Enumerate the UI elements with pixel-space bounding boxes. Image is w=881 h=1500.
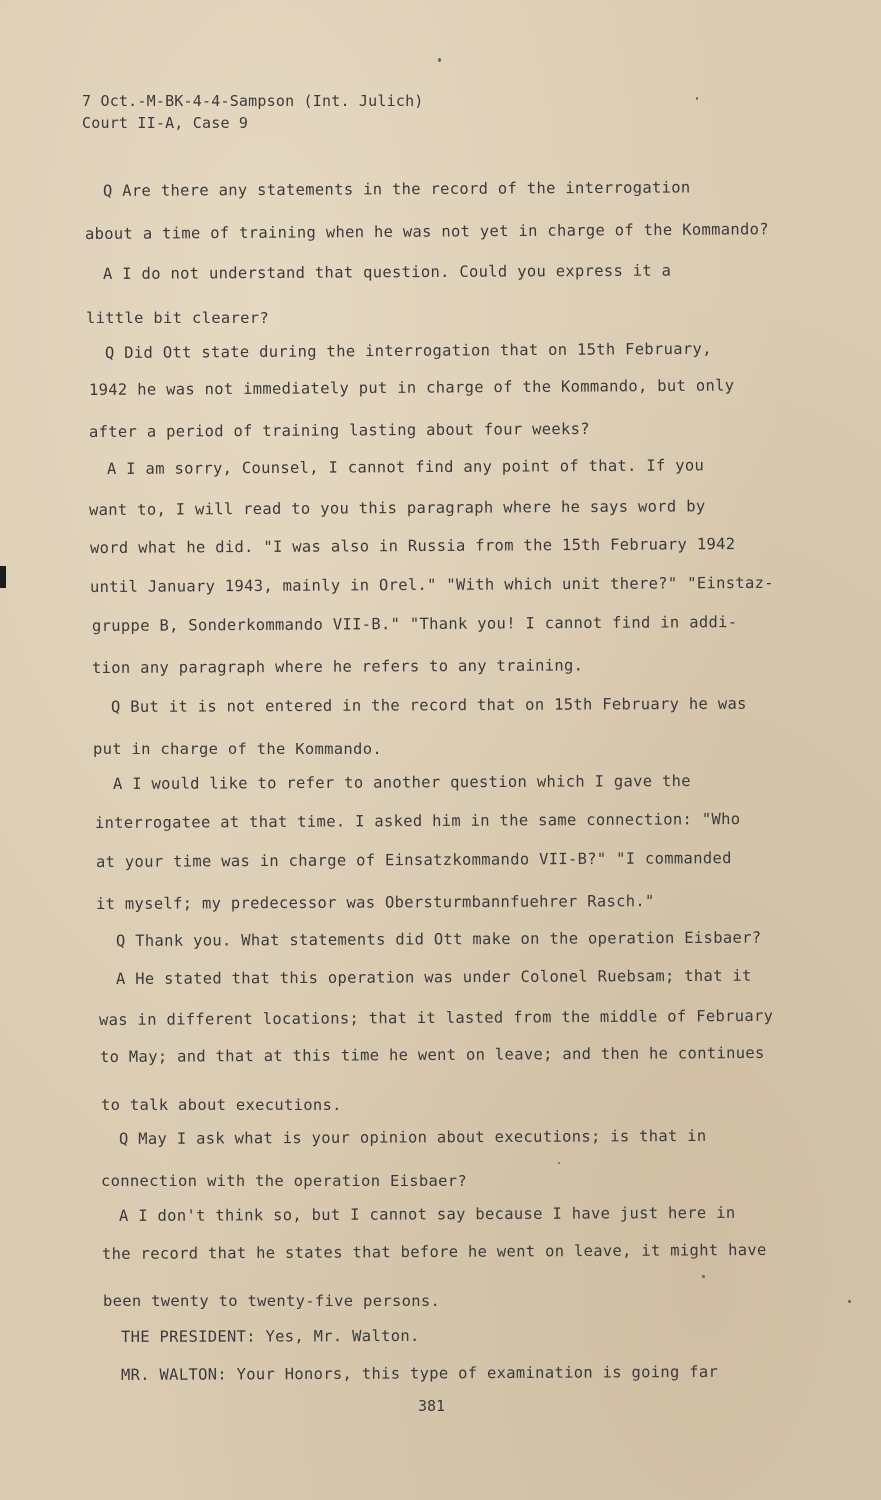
text-line: want to, I will read to you this paragraph where he says word by: [88, 497, 706, 519]
paper-speck: [848, 1300, 851, 1303]
text-line: until January 1943, mainly in Orel." "With which unit there?" "Einstaz-: [89, 573, 774, 596]
text-line: been twenty to twenty-five persons.: [103, 1292, 441, 1310]
text-line: 1942 he was not immediately put in charge of the Kommando, but only: [88, 376, 735, 399]
text-line: A He stated that this operation was under Colonel Ruebsam; that it: [115, 966, 752, 988]
text-line: about a time of training when he was not yet in charge of the Kommando?: [84, 220, 769, 243]
text-line: put in charge of the Kommando.: [93, 740, 382, 758]
text-line: the record that he states that before he went on leave, it might have: [101, 1240, 767, 1263]
text-line: it myself; my predecessor was Obersturmbannfuehrer Rasch.": [95, 892, 655, 913]
text-line: at your time was in charge of Einsatzkommando VII-B?" "I commanded: [95, 849, 732, 871]
text-line: A I don't think so, but I cannot say because I have just here in: [118, 1203, 736, 1225]
text-line: A I am sorry, Counsel, I cannot find any point of that. If you: [106, 456, 705, 478]
text-line: Q But it is not entered in the record that on 15th February he was: [110, 694, 747, 716]
text-line: little bit clearer?: [86, 309, 270, 327]
text-line: Q Did Ott state during the interrogation that on 15th February,: [104, 339, 712, 362]
text-line: gruppe B, Sonderkommando VII-B." "Thank you! I cannot find in addi-: [91, 613, 738, 635]
text-line: THE PRESIDENT: Yes, Mr. Walton.: [120, 1326, 420, 1346]
text-line: Q Thank you. What statements did Ott make on the operation Eisbaer?: [115, 928, 762, 950]
text-line: was in different locations; that it lasted from the middle of February: [98, 1006, 774, 1029]
binding-mark: [0, 566, 6, 588]
paper-speck: [438, 58, 441, 62]
page-number: 381: [418, 1397, 446, 1415]
text-line: A I do not understand that question. Could you express it a: [102, 261, 672, 283]
text-line: Q May I ask what is your opinion about executions; is that in: [118, 1126, 707, 1148]
text-line: connection with the operation Eisbaer?: [101, 1172, 468, 1190]
paper-speck: [696, 97, 698, 100]
text-line: word what he did. "I was also in Russia from the 15th February 1942: [89, 535, 736, 557]
text-line: A I would like to refer to another question which I gave the: [112, 771, 691, 793]
document-header: [82, 90, 424, 134]
text-line: interrogatee at that time. I asked him in the same connection: "Who: [94, 810, 741, 832]
paper-speck: [558, 1162, 560, 1164]
header-line: Court II-A, Case 9: [82, 114, 249, 132]
text-line: MR. WALTON: Your Honors, this type of examination is going far: [120, 1362, 719, 1384]
text-line: tion any paragraph where he refers to any training.: [91, 656, 584, 677]
text-line: after a period of training lasting about four weeks?: [88, 419, 590, 441]
paper-speck: [702, 1275, 705, 1278]
header-line: 7 Oct.-M-BK-4-4-Sampson (Int. Julich): [82, 92, 424, 110]
text-line: Q Are there any statements in the record of the interrogation: [102, 178, 691, 200]
text-line: to talk about executions.: [101, 1096, 342, 1114]
text-line: to May; and that at this time he went on leave; and then he continues: [99, 1043, 765, 1066]
